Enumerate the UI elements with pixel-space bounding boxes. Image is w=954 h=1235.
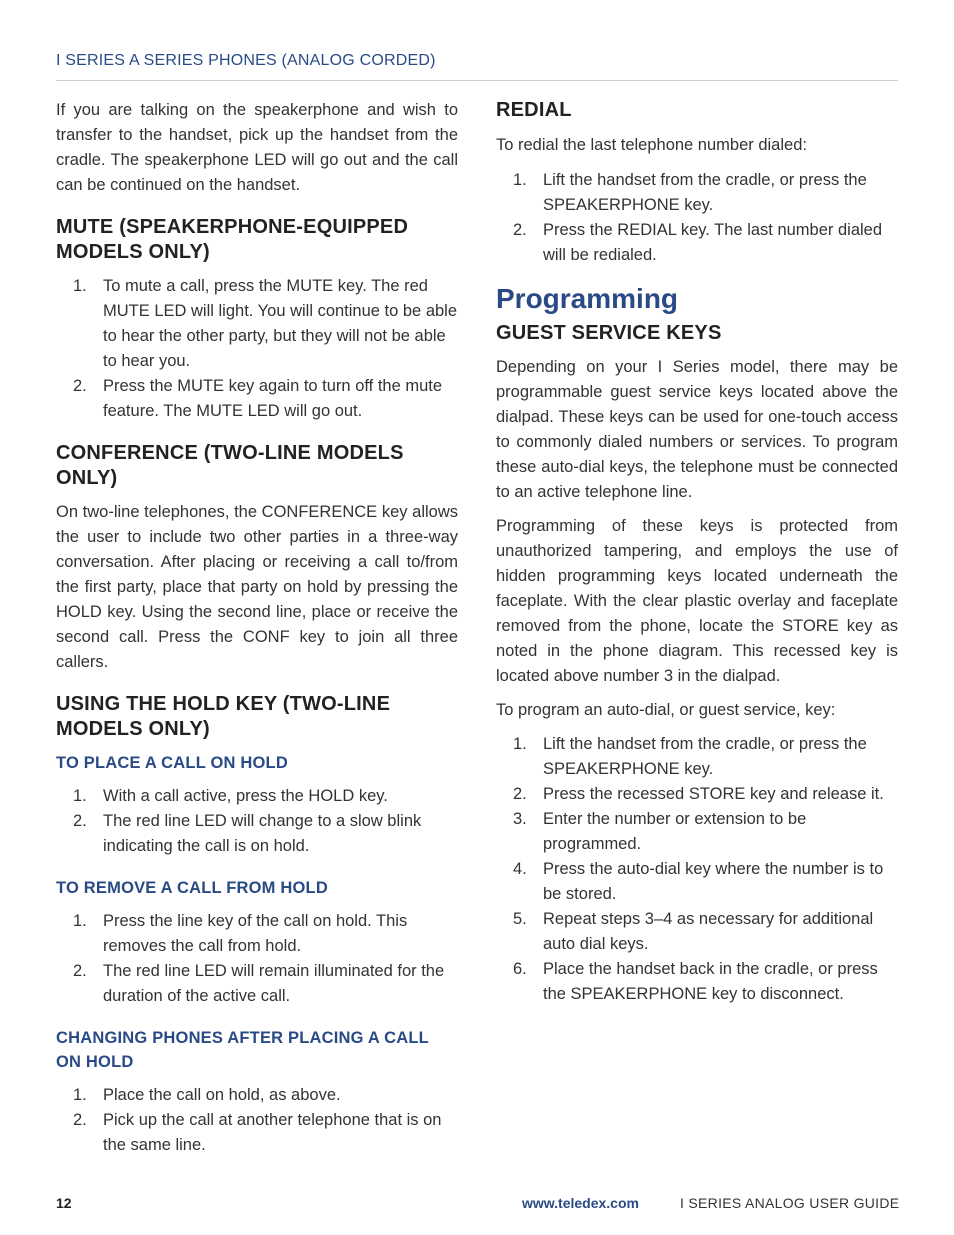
mute-heading: MUTE (SPEAKERPHONE-EQUIPPED MODELS ONLY) bbox=[56, 216, 409, 263]
list-item-text: Pick up the call at another telephone that is on the same line. bbox=[103, 1111, 442, 1154]
program-steps-intro: To program an auto-dial, or guest service, key: bbox=[496, 701, 836, 719]
list-item-text: Press the recessed STORE key and release it. bbox=[543, 785, 884, 803]
list-item-text: Lift the handset from the cradle, or press the SPEAKERPHONE key. bbox=[543, 171, 867, 214]
list-number: 2. bbox=[73, 377, 87, 395]
list-item-text: Press the line key of the call on hold. This removes the call from hold. bbox=[103, 912, 408, 955]
list-number: 3. bbox=[513, 810, 527, 828]
redial-intro: To redial the last telephone number dialed: bbox=[496, 136, 807, 154]
list-number: 2. bbox=[513, 785, 527, 803]
running-header: I SERIES A SERIES PHONES (ANALOG CORDED) bbox=[56, 52, 436, 69]
list-item bbox=[56, 959, 458, 1009]
list-number: 1. bbox=[73, 1086, 87, 1104]
list-item bbox=[496, 807, 898, 857]
list-number: 2. bbox=[513, 221, 527, 239]
list-item-text: The red line LED will remain illuminated for the duration of the active call. bbox=[103, 962, 445, 1005]
redial-steps-list bbox=[496, 168, 898, 268]
mute-steps-list bbox=[56, 274, 458, 424]
list-number: 2. bbox=[73, 1111, 87, 1129]
list-item bbox=[56, 374, 458, 424]
list-item bbox=[496, 857, 898, 907]
conference-heading: CONFERENCE (TWO-LINE MODELS ONLY) bbox=[56, 442, 404, 489]
list-number: 1. bbox=[513, 171, 527, 189]
list-item-text: Press the MUTE key again to turn off the mute feature. The MUTE LED will go out. bbox=[103, 377, 443, 420]
programming-title: Programming bbox=[496, 283, 679, 314]
list-number: 1. bbox=[73, 277, 87, 295]
list-item-text: Place the call on hold, as above. bbox=[103, 1086, 341, 1104]
program-steps-list bbox=[496, 732, 898, 1007]
list-number: 4. bbox=[513, 860, 527, 878]
list-number: 6. bbox=[513, 960, 527, 978]
list-number: 1. bbox=[73, 787, 87, 805]
list-item bbox=[56, 274, 458, 374]
remove-from-hold-subheading: TO REMOVE A CALL FROM HOLD bbox=[56, 879, 328, 897]
list-number: 1. bbox=[73, 912, 87, 930]
list-item-text: The red line LED will change to a slow blink indicating the call is on hold. bbox=[103, 812, 422, 855]
list-number: 1. bbox=[513, 735, 527, 753]
place-on-hold-subheading: TO PLACE A CALL ON HOLD bbox=[56, 754, 288, 772]
list-item bbox=[496, 218, 898, 268]
place-on-hold-list bbox=[56, 784, 458, 859]
list-item-text: With a call active, press the HOLD key. bbox=[103, 787, 388, 805]
list-item-text: Place the handset back in the cradle, or press the SPEAKERPHONE key to disconnect. bbox=[543, 960, 878, 1003]
list-item-text: Press the REDIAL key. The last number dialed will be redialed. bbox=[543, 221, 883, 264]
page-number: 12 bbox=[56, 1195, 72, 1211]
left-column bbox=[56, 98, 458, 1158]
guest-service-keys-heading: GUEST SERVICE KEYS bbox=[496, 322, 722, 344]
list-number: 5. bbox=[513, 910, 527, 928]
header-divider bbox=[56, 80, 898, 81]
list-item bbox=[56, 1083, 458, 1108]
programming-protection-paragraph: Programming of these keys is protected from unauthorized tampering, and employs the use of hidden programming keys located underneath the faceplate. With the clear plastic overlay and faceplate removed from the phone, locate the STORE key as noted in the phone diagram. This recessed key is located above number 3 in the dialpad. bbox=[496, 517, 898, 685]
hold-heading: USING THE HOLD KEY (TWO-LINE MODELS ONLY) bbox=[56, 693, 391, 740]
remove-from-hold-list bbox=[56, 909, 458, 1009]
list-item-text: Repeat steps 3–4 as necessary for additional auto dial keys. bbox=[543, 910, 874, 953]
list-item bbox=[496, 907, 898, 957]
list-number: 2. bbox=[73, 962, 87, 980]
list-item bbox=[56, 1108, 458, 1158]
right-column bbox=[496, 98, 898, 1007]
list-item bbox=[496, 732, 898, 782]
list-item-text: Press the auto-dial key where the number is to be stored. bbox=[543, 860, 884, 903]
list-item bbox=[496, 168, 898, 218]
list-item bbox=[56, 809, 458, 859]
redial-heading: REDIAL bbox=[496, 99, 572, 121]
changing-phones-list bbox=[56, 1083, 458, 1158]
changing-phones-subheading: CHANGING PHONES AFTER PLACING A CALL ON HOLD bbox=[56, 1029, 429, 1071]
list-item bbox=[56, 909, 458, 959]
conference-paragraph: On two-line telephones, the CONFERENCE key allows the user to include two other parties in a three-way conversation. After placing or receiving a call to/from the first party, place that party on hold by pressing the HOLD key. Using the second line, place or receive the second call. Press the CONF key to join all three callers. bbox=[56, 503, 458, 671]
list-item-text: To mute a call, press the MUTE key. The red MUTE LED will light. You will continue to be able to hear the other party, but they will not be able to hear you. bbox=[103, 277, 458, 370]
list-number: 2. bbox=[73, 812, 87, 830]
speakerphone-transfer-paragraph: If you are talking on the speakerphone and wish to transfer to the handset, pick up the handset from the cradle. The speakerphone LED will go out and the call can be continued on the handset. bbox=[56, 101, 458, 194]
list-item-text: Lift the handset from the cradle, or press the SPEAKERPHONE key. bbox=[543, 735, 867, 778]
website-link[interactable]: www.teledex.com bbox=[522, 1195, 639, 1211]
list-item bbox=[496, 782, 898, 807]
guide-title: I SERIES ANALOG USER GUIDE bbox=[680, 1195, 900, 1211]
list-item-text: Enter the number or extension to be programmed. bbox=[543, 810, 807, 853]
list-item bbox=[496, 957, 898, 1007]
list-item bbox=[56, 784, 458, 809]
guest-keys-paragraph: Depending on your I Series model, there may be programmable guest service keys located above the dialpad. These keys can be used for one-touch access to commonly dialed numbers or services. To program these auto-dial keys, the telephone must be connected to an active telephone line. bbox=[496, 358, 898, 501]
